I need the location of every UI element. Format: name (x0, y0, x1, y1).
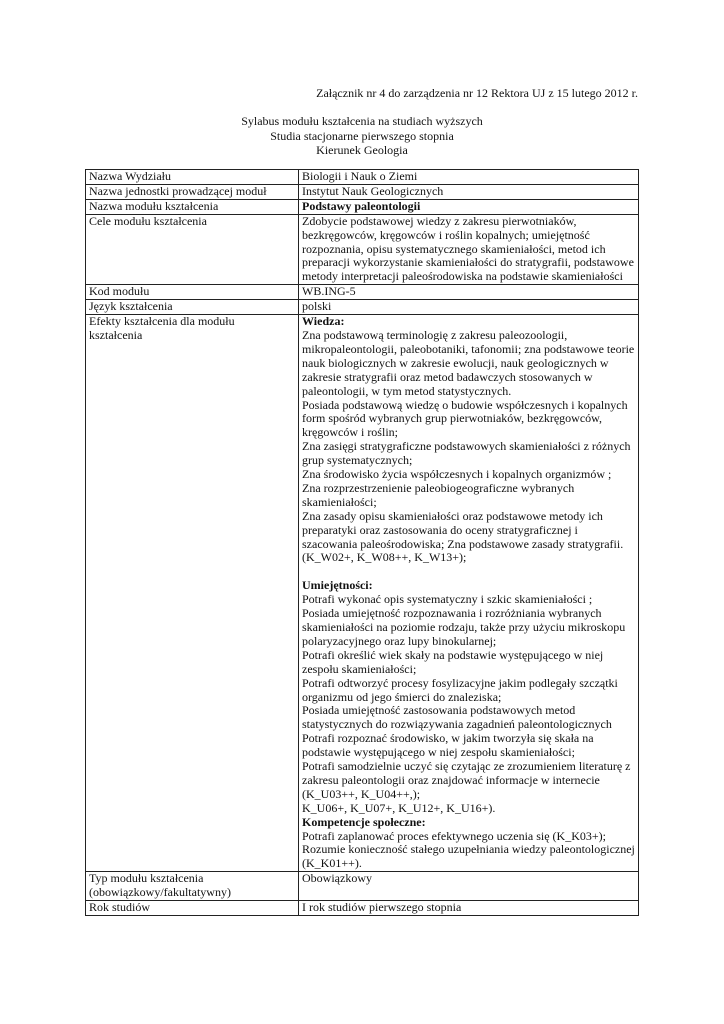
text-line: Potrafi rozpoznać środowisko, w jakim tworzyła się skała na (302, 731, 594, 746)
text-line: preparacji wykorzystanie skamieniałości do stratygrafii, podstawowe (302, 255, 634, 270)
row-label: Nazwa Wydziału (86, 170, 299, 185)
text-line: statystycznych do rozwiązywania zagadnień paleontologicznych (302, 717, 612, 732)
row-label: Kod modułu (86, 285, 299, 300)
text-line: paleontologii, w tym metod statystycznych. (302, 383, 512, 398)
study-year-value: I rok studiów pierwszego stopnia (299, 901, 639, 916)
text-line: Potrafi odtworzyć procesy fosylizacyjne jakim podlegały szczątki (302, 675, 618, 690)
skills-heading: Umiejętności: (302, 578, 373, 593)
table-row (86, 199, 639, 214)
text-line: form spośród wybranych grup pierwotniaków, bezkręgowców, (302, 411, 603, 426)
knowledge-heading: Wiedza: (302, 314, 345, 329)
text-line: nauk biologicznych w zakresie ewolucji, nauk geologicznych w (302, 355, 609, 370)
table-row (86, 300, 639, 315)
text-line: szacowania paleośrodowiska; Zna podstawowe zasady stratygrafii. (302, 536, 624, 551)
row-label: Nazwa modułu kształcenia (86, 199, 299, 214)
text-line: Potrafi określić wiek skały na podstawie występującego w niej (302, 647, 604, 662)
text-line: Zna podstawową terminologię z zakresu paleozoologii, (302, 327, 568, 342)
text-line: Posiada umiejętność zastosowania podstawowych metod (302, 703, 576, 718)
text-line: Typ modułu kształcenia (89, 871, 204, 886)
text-line: Posiada podstawową wiedzę o budowie współczesnych i kopalnych (302, 397, 628, 412)
text-line: bezkręgowców, kręgowców i roślin kopalnych; umiejętność (302, 227, 590, 242)
table-row (86, 214, 639, 285)
text-line: kręgowców i roślin; (302, 425, 398, 440)
table-row (86, 315, 639, 872)
text-line: zakresu paleontologii oraz znajdować informacje w internecie (302, 772, 600, 787)
text-line: polaryzacyjnego oraz lupy binokularnej; (302, 633, 497, 648)
annex-note: Załącznik nr 4 do zarządzenia nr 12 Rektora UJ z 15 lutego 2012 r. (316, 86, 638, 100)
text-line: zespołu skamieniałości; (302, 661, 417, 676)
outcomes-text (299, 315, 639, 872)
row-value: Biologii i Nauk o Ziemi (299, 170, 639, 185)
text-line: Rozumie konieczność stałego uzupełniania wiedzy paleontologicznej (302, 842, 635, 857)
text-line: Zna zasięgi stratygraficzne podstawowych skamieniałości z różnych (302, 439, 631, 454)
text-line: Potrafi samodzielnie uczyć się czytając ze zrozumieniem literaturę z (302, 759, 631, 774)
text-line: Potrafi wykonać opis systematyczny i szkic skamieniałości ; (302, 592, 593, 607)
text-line: (K_U03++, K_U04++,); (302, 786, 421, 801)
table-row (86, 285, 639, 300)
row-label: Nazwa jednostki prowadzącej moduł (86, 184, 299, 199)
text-line: zakresie stratygrafii oraz metod badawczych stosowanych w (302, 369, 593, 384)
table-row (86, 170, 639, 185)
row-value: Instytut Nauk Geologicznych (299, 184, 639, 199)
heading-line: Sylabus modułu kształcenia na studiach wyższych (241, 114, 483, 128)
text-line: grup systematycznych; (302, 453, 413, 468)
row-label: Rok studiów (86, 901, 299, 916)
row-label (86, 315, 299, 872)
table-row (86, 901, 639, 916)
text-line: Potrafi zaplanować proces efektywnego uczenia się (K_K03+); (302, 828, 606, 843)
competences-heading: Kompetencje społeczne: (302, 814, 426, 829)
text-line: skamieniałości na poziomie rodzaju, także przy użyciu mikroskopu (302, 619, 626, 634)
document-heading (0, 114, 724, 158)
text-line: Zdobycie podstawowej wiedzy z zakresu pierwotniaków, (302, 213, 577, 228)
language-value: polski (299, 300, 639, 315)
text-line: organizmu od jego śmierci do znaleziska; (302, 689, 502, 704)
text-line: rozpoznania, opisu systematycznego skamieniałości, metod ich (302, 241, 606, 256)
heading-line: Studia stacjonarne pierwszego stopnia (270, 128, 454, 143)
row-label: Język kształcenia (86, 300, 299, 315)
text-line: (K_K01++). (302, 856, 362, 871)
row-label: Cele modułu kształcenia (86, 214, 299, 285)
text-line: Posiada umiejętność rozpoznawania i rozróżniania wybranych (302, 606, 602, 621)
text-line: Zna środowisko życia współczesnych i kopalnych organizmów ; (302, 467, 612, 482)
goals-text (299, 214, 639, 285)
text-line: (K_W02+, K_W08++, K_W13+); (302, 550, 467, 565)
text-line: kształcenia (89, 327, 143, 342)
text-line: Efekty kształcenia dla modułu (89, 314, 235, 329)
module-name: Podstawy paleontologii (299, 199, 639, 214)
text-line: metody interpretacji paleośrodowiska na podstawie skamieniałości (302, 269, 623, 284)
text-line: mikropaleontologii, paleobotaniki, tafonomii; zna podstawowe teorie (302, 341, 635, 356)
text-line: K_U06+, K_U07+, K_U12+, K_U16+). (302, 800, 496, 815)
text-line: Zna zasady opisu skamieniałości oraz podstawowe metody ich (302, 508, 603, 523)
module-code: WB.ING-5 (299, 285, 639, 300)
text-line: podstawie występującego w niej zespołu skamieniałości; (302, 745, 575, 760)
syllabus-table (85, 169, 639, 916)
text-line: skamieniałości; (302, 494, 377, 509)
row-label (86, 872, 299, 901)
heading-line: Kierunek Geologia (316, 143, 408, 157)
module-type-value: Obowiązkowy (299, 872, 639, 901)
text-line: Zna rozprzestrzenienie paleobiogeograficzne wybranych (302, 480, 575, 495)
text-line: (obowiązkowy/fakultatywny) (89, 885, 231, 900)
table-row (86, 872, 639, 901)
text-line: preparatyki oraz zastosowania do oceny stratygraficznej i (302, 522, 578, 537)
table-row (86, 184, 639, 199)
spacer (302, 565, 635, 579)
